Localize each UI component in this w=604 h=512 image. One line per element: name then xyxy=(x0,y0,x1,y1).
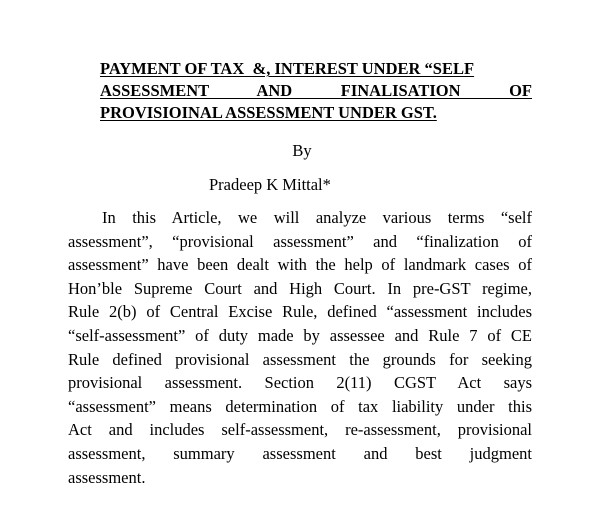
article-body xyxy=(68,206,532,489)
title-line-1: PAYMENT OF TAX &, INTEREST UNDER “SELF xyxy=(100,59,475,78)
body-line: Act and includes self-assessment, re-assessment, provisional xyxy=(68,420,532,440)
body-line: In this Article, we will analyze various terms “self xyxy=(102,208,532,227)
body-line: assessment”, “provisional assessment” and “finalization of xyxy=(68,231,532,251)
body-line: Hon’ble Supreme Court and High Court. In pre-GST regime, xyxy=(68,278,532,298)
article-title xyxy=(100,58,532,124)
byline-by: By xyxy=(292,141,312,160)
body-line: provisional assessment. Section 2(11) CGST Act says xyxy=(68,373,532,393)
body-line: Rule defined provisional assessment the grounds for seeking xyxy=(68,349,532,369)
author-name: Pradeep K Mittal* xyxy=(209,175,331,194)
body-line: Rule 2(b) of Central Excise Rule, defined “assessment includes xyxy=(68,302,532,322)
title-line-2: ASSESSMENT AND FINALISATION OF xyxy=(100,81,532,100)
body-line: assessment, summary assessment and best judgment xyxy=(68,443,532,463)
body-line: assessment” have been dealt with the help of landmark cases of xyxy=(68,255,532,275)
body-line: “assessment” means determination of tax liability under this xyxy=(68,396,532,416)
body-line: assessment. xyxy=(68,467,146,487)
title-line-3: PROVISIOINAL ASSESSMENT UNDER GST. xyxy=(100,103,437,122)
body-line: “self-assessment” of duty made by assessee and Rule 7 of CE xyxy=(68,325,532,345)
